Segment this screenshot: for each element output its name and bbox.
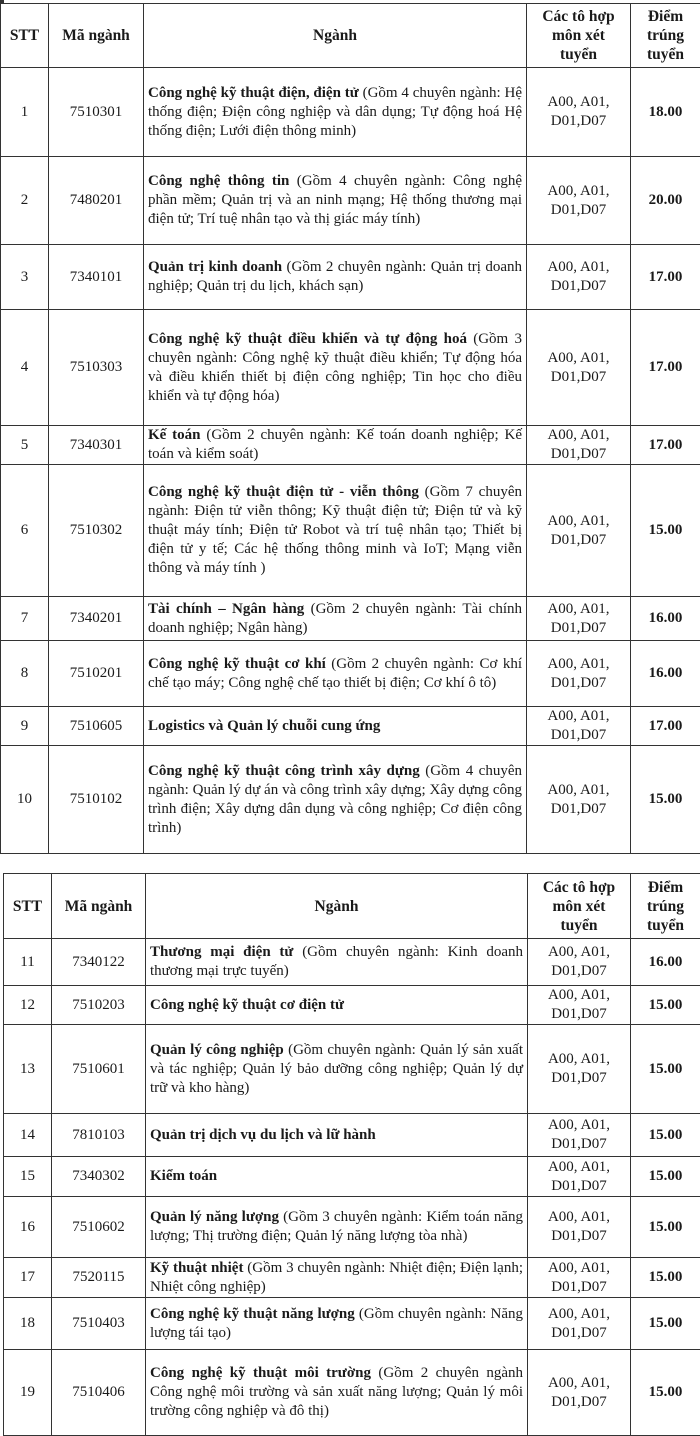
major-name: Kỹ thuật nhiệt: [150, 1259, 244, 1276]
header-code: Mã ngành: [52, 874, 146, 939]
row-major-code: 7340101: [49, 245, 144, 310]
row-major-code: 7510301: [49, 68, 144, 157]
major-detail: (Gồm 4 chuyên ngành: Hệ thống điện; Điện công nghiệp và dân dụng; Tự động hoá Hệ thống điện; Lưới điện thông minh): [148, 84, 522, 139]
row-subject-combos: A00, A01, D01,D07: [527, 68, 631, 157]
row-stt: 18: [4, 1298, 52, 1350]
row-major-code: 7340301: [49, 426, 144, 465]
table-row: [1, 157, 700, 245]
row-stt: 10: [1, 746, 49, 854]
major-name: Quản lý công nghiệp: [150, 1041, 284, 1058]
major-name: Kiểm toán: [150, 1168, 218, 1184]
row-subject-combos: A00, A01, D01,D07: [527, 465, 631, 597]
row-cutoff-score: 16.00: [631, 597, 700, 641]
row-stt: 8: [1, 641, 49, 707]
major-detail: (Gồm chuyên ngành: Quản lý sản xuất và tác nghiệp; Quản lý bảo dưỡng công nghiệp; Quản lý dự trữ và kho hàng): [150, 1041, 523, 1096]
row-stt: 9: [1, 707, 49, 746]
row-cutoff-score: 15.00: [631, 1298, 700, 1350]
row-subject-combos: A00, A01, D01,D07: [527, 310, 631, 426]
row-major-code: 7520115: [52, 1258, 146, 1298]
row-subject-combos: A00, A01, D01,D07: [527, 157, 631, 245]
row-subject-combos: A00, A01, D01,D07: [528, 1258, 631, 1298]
major-detail: (Gồm 3 chuyên ngành: Nhiệt điện; Điện lạnh; Nhiệt công nghiệp): [150, 1259, 523, 1295]
row-stt: 15: [4, 1157, 52, 1197]
table-row: [1, 746, 700, 854]
row-subject-combos: A00, A01, D01,D07: [528, 1114, 631, 1157]
major-name: Quản trị dịch vụ du lịch và lữ hành: [150, 1126, 376, 1143]
major-name: Quản lý năng lượng: [150, 1209, 279, 1225]
row-stt: 2: [1, 157, 49, 245]
header-score: Điểm trúng tuyển: [631, 874, 700, 939]
header-major: Ngành: [144, 4, 527, 68]
row-subject-combos: A00, A01, D01,D07: [527, 597, 631, 641]
row-subject-combos: A00, A01, D01,D07: [528, 1350, 631, 1436]
header-combo: Các tô hợp môn xét tuyển: [527, 4, 631, 68]
row-major: [144, 245, 527, 310]
admission-scores-table-2: [3, 873, 700, 1436]
major-name: Công nghệ thông tin: [148, 173, 290, 189]
row-cutoff-score: 17.00: [631, 310, 700, 426]
major-name: Thương mại điện tử: [150, 944, 294, 960]
header-code: Mã ngành: [49, 4, 144, 68]
row-major: [144, 597, 527, 641]
row-major-code: 7340122: [52, 939, 146, 986]
row-subject-combos: A00, A01, D01,D07: [528, 1197, 631, 1258]
table-row: [1, 426, 700, 465]
row-major: [146, 1197, 528, 1258]
major-name: Công nghệ kỹ thuật năng lượng: [150, 1305, 355, 1322]
table-row: [1, 245, 700, 310]
row-major: [146, 1114, 528, 1157]
table-row: [1, 641, 700, 707]
table-row: [4, 1258, 700, 1298]
major-detail: (Gồm 2 chuyên ngành: Quản trị doanh nghiệp; Quản trị du lịch, khách sạn): [148, 259, 522, 294]
row-major-code: 7510203: [52, 986, 146, 1025]
row-major-code: 7510302: [49, 465, 144, 597]
row-cutoff-score: 15.00: [631, 746, 700, 854]
row-cutoff-score: 17.00: [631, 707, 700, 746]
row-cutoff-score: 17.00: [631, 426, 700, 465]
row-major: [144, 641, 527, 707]
row-subject-combos: A00, A01, D01,D07: [528, 1157, 631, 1197]
row-cutoff-score: 20.00: [631, 157, 700, 245]
row-major: [146, 1298, 528, 1350]
row-subject-combos: A00, A01, D01,D07: [527, 641, 631, 707]
header-combo: Các tô hợp môn xét tuyển: [528, 874, 631, 939]
row-stt: 17: [4, 1258, 52, 1298]
table-row: [4, 1197, 700, 1258]
row-cutoff-score: 15.00: [631, 986, 700, 1025]
row-stt: 4: [1, 310, 49, 426]
row-subject-combos: A00, A01, D01,D07: [528, 1298, 631, 1350]
row-stt: 1: [1, 68, 49, 157]
row-subject-combos: A00, A01, D01,D07: [527, 746, 631, 854]
row-major: [146, 1025, 528, 1114]
row-subject-combos: A00, A01, D01,D07: [528, 939, 631, 986]
table-body: [4, 939, 700, 1436]
major-name: Công nghệ kỹ thuật điều khiển và tự động hoá: [148, 330, 467, 347]
row-stt: 5: [1, 426, 49, 465]
row-major: [144, 157, 527, 245]
admission-scores-table-1: [0, 3, 700, 854]
major-detail: (Gồm 4 chuyên ngành: Quản lý dự án và công trình xây dựng; Xây dựng công trình điện; Xây dựng dân dụng và công nghiệp; Cơ điện công trình): [148, 762, 522, 836]
row-major: [144, 426, 527, 465]
row-subject-combos: A00, A01, D01,D07: [527, 426, 631, 465]
table-row: [4, 1298, 700, 1350]
major-detail: (Gồm 2 chuyên ngành Công nghệ môi trường và sản xuất năng lượng; Quản lý môi trường công nghiệp và đô thị): [150, 1365, 524, 1419]
row-major-code: 7810103: [52, 1114, 146, 1157]
row-cutoff-score: 15.00: [631, 1350, 700, 1436]
row-stt: 14: [4, 1114, 52, 1157]
row-major-code: 7340201: [49, 597, 144, 641]
row-major-code: 7510605: [49, 707, 144, 746]
row-major-code: 7510403: [52, 1298, 146, 1350]
row-major-code: 7510102: [49, 746, 144, 854]
major-detail: (Gồm 2 chuyên ngành: Kế toán doanh nghiệp; Kế toán và kiểm soát): [148, 427, 523, 462]
row-major: [144, 465, 527, 597]
row-cutoff-score: 16.00: [631, 939, 700, 986]
table-row: [1, 310, 700, 426]
major-name: Công nghệ kỹ thuật cơ khí: [148, 655, 326, 672]
table-row: [4, 1157, 700, 1197]
row-subject-combos: A00, A01, D01,D07: [527, 245, 631, 310]
header-stt: STT: [4, 874, 52, 939]
table-row: [1, 68, 700, 157]
major-detail: (Gồm chuyên ngành: Kinh doanh thương mại trực tuyến): [150, 944, 524, 979]
row-major: [144, 707, 527, 746]
row-cutoff-score: 15.00: [631, 1197, 700, 1258]
major-detail: (Gồm 2 chuyên ngành: Cơ khí chế tạo máy; Công nghệ chế tạo thiết bị điện; Cơ khí ô tô): [148, 655, 522, 691]
row-major: [146, 1258, 528, 1298]
row-major-code: 7480201: [49, 157, 144, 245]
row-cutoff-score: 15.00: [631, 1157, 700, 1197]
major-name: Công nghệ kỹ thuật cơ điện tử: [150, 996, 345, 1013]
row-stt: 11: [4, 939, 52, 986]
major-detail: (Gồm 7 chuyên ngành: Điện tử viễn thông; Kỹ thuật điện tử; Điện tử và kỹ thuật máy tính; Điện tử Robot và trí tuệ nhân tạo; Thiết bị điện tử y tế; Các hệ thống thông minh và IoT; Mạng viễn thông và máy tính ): [148, 484, 522, 576]
row-major-code: 7340302: [52, 1157, 146, 1197]
table-row: [4, 986, 700, 1025]
table-row: [1, 465, 700, 597]
header-major: Ngành: [146, 874, 528, 939]
row-cutoff-score: 18.00: [631, 68, 700, 157]
row-subject-combos: A00, A01, D01,D07: [527, 707, 631, 746]
row-major: [144, 310, 527, 426]
header-score: Điểm trúng tuyển: [631, 4, 700, 68]
row-major-code: 7510201: [49, 641, 144, 707]
major-detail: (Gồm 3 chuyên ngành: Kiểm toán năng lượng; Thị trường điện; Quản lý năng lượng tòa nhà): [150, 1209, 523, 1244]
major-name: Tài chính – Ngân hàng: [148, 600, 305, 617]
table-body: [1, 68, 700, 854]
header-stt: STT: [1, 4, 49, 68]
major-name: Logistics và Quản lý chuỗi cung ứng: [148, 717, 381, 734]
row-subject-combos: A00, A01, D01,D07: [528, 986, 631, 1025]
row-stt: 6: [1, 465, 49, 597]
row-major: [146, 1157, 528, 1197]
row-stt: 12: [4, 986, 52, 1025]
row-major: [146, 986, 528, 1025]
row-major: [144, 68, 527, 157]
major-name: Quản trị kinh doanh: [148, 259, 283, 275]
table-row: [4, 1350, 700, 1436]
row-stt: 7: [1, 597, 49, 641]
major-detail: (Gồm 4 chuyên ngành: Công nghệ phần mềm; Quản trị và an ninh mạng; Hệ thống thương mại điện tử; Trí tuệ nhân tạo và thị giác máy tính): [148, 173, 522, 227]
row-cutoff-score: 15.00: [631, 1258, 700, 1298]
table-row: [1, 597, 700, 641]
row-subject-combos: A00, A01, D01,D07: [528, 1025, 631, 1114]
row-major: [146, 1350, 528, 1436]
row-major: [144, 746, 527, 854]
table-header-row: [4, 874, 700, 939]
row-cutoff-score: 17.00: [631, 245, 700, 310]
row-major-code: 7510601: [52, 1025, 146, 1114]
row-cutoff-score: 15.00: [631, 1025, 700, 1114]
major-name: Kế toán: [148, 427, 201, 443]
table-row: [4, 939, 700, 986]
row-stt: 13: [4, 1025, 52, 1114]
major-detail: (Gồm 2 chuyên ngành: Tài chính doanh nghiệp; Ngân hàng): [148, 600, 522, 636]
table-row: [1, 707, 700, 746]
major-name: Công nghệ kỹ thuật môi trường: [150, 1365, 371, 1381]
major-detail: (Gồm 3 chuyên ngành: Công nghệ kỹ thuật điều khiển; Tự động hóa và điều khiển thiết bị điện công nghiệp; Tin học cho điều khiển và tự động hóa): [148, 330, 523, 404]
row-cutoff-score: 15.00: [631, 465, 700, 597]
row-cutoff-score: 15.00: [631, 1114, 700, 1157]
major-name: Công nghệ kỹ thuật điện, điện tử: [148, 84, 359, 101]
row-major: [146, 939, 528, 986]
row-stt: 16: [4, 1197, 52, 1258]
major-detail: (Gồm chuyên ngành: Năng lượng tái tạo): [150, 1305, 523, 1341]
row-major-code: 7510303: [49, 310, 144, 426]
row-cutoff-score: 16.00: [631, 641, 700, 707]
table-row: [4, 1025, 700, 1114]
row-major-code: 7510406: [52, 1350, 146, 1436]
row-major-code: 7510602: [52, 1197, 146, 1258]
major-name: Công nghệ kỹ thuật điện tử - viễn thông: [148, 484, 419, 500]
row-stt: 3: [1, 245, 49, 310]
row-stt: 19: [4, 1350, 52, 1436]
table-header-row: [1, 4, 700, 68]
major-name: Công nghệ kỹ thuật công trình xây dựng: [148, 762, 420, 779]
table-row: [4, 1114, 700, 1157]
